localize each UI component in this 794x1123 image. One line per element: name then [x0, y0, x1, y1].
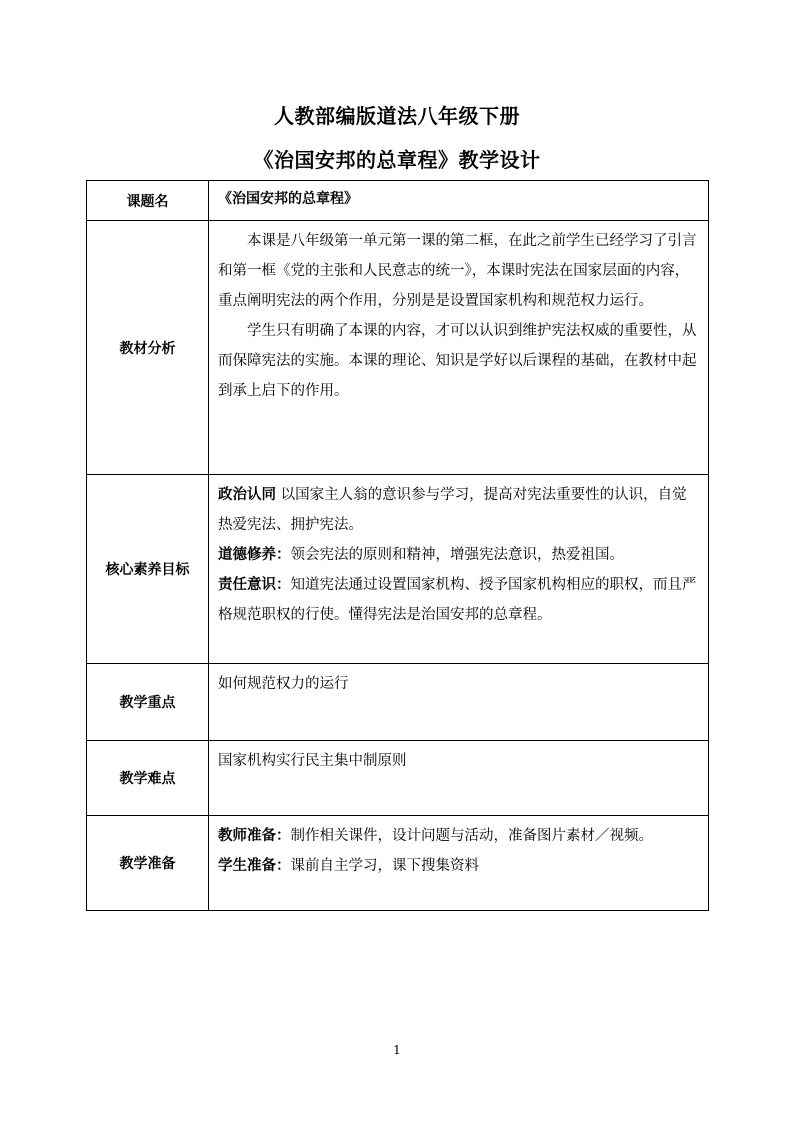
lesson-plan-table	[86, 180, 709, 911]
table-row-preparation	[87, 816, 709, 911]
difficulties-value: 国家机构实行民主集中制原则	[209, 741, 709, 816]
student-preparation-text: 课前自主学习，课下搜集资料	[290, 858, 479, 874]
document-title-line2: 《治国安邦的总章程》教学设计	[253, 148, 541, 172]
core-goal-moral-cultivation	[218, 540, 700, 570]
page-number: 1	[393, 1043, 401, 1057]
student-preparation	[218, 851, 700, 881]
core-goals-content	[209, 475, 709, 664]
material-analysis-paragraph-1: 本课是八年级第一单元第一课的第二框，在此之前学生已经学习了引言和第一框《党的主张和人民意志的统一》，本课时宪法在国家层面的内容，重点阐明宪法的两个作用，分别是是设置国家机构和规范权力运行。	[218, 233, 697, 309]
table-row-topic	[87, 181, 709, 221]
core-goals-label: 核心素养目标	[87, 475, 209, 664]
teacher-preparation-text: 制作相关课件，设计问题与活动，准备图片素材／视频。	[290, 828, 653, 844]
table-row-material-analysis	[87, 221, 709, 475]
material-analysis-paragraph-2: 学生只有明确了本课的内容，才可以认识到维护宪法权威的重要性，从而保障宪法的实施。本课的理论、知识是学好以后课程的基础，在教材中起到承上启下的作用。	[218, 323, 697, 399]
topic-label: 课题名	[87, 181, 209, 221]
core-goal-1-text: 以国家主人翁的意识参与学习，提高对宪法重要性的认识，自觉热爱宪法、拥护宪法。	[218, 487, 687, 533]
key-points-label: 教学重点	[87, 664, 209, 741]
core-goal-3-text: 知道宪法通过设置国家机构、授予国家机构相应的职权，而且严格规范职权的行使。懂得宪法是治国安邦的总章程。	[218, 577, 697, 623]
topic-value: 《治国安邦的总章程》	[209, 181, 709, 221]
teacher-preparation-label: 教师准备：	[218, 827, 291, 844]
table-row-key-points	[87, 664, 709, 741]
student-preparation-label: 学生准备：	[218, 857, 291, 874]
preparation-content	[209, 816, 709, 911]
material-analysis-content	[209, 221, 709, 475]
core-goal-2-text: 领会宪法的原则和精神，增强宪法意识，热爱祖国。	[290, 547, 624, 563]
key-points-value: 如何规范权力的运行	[209, 664, 709, 741]
core-goal-political-identity	[218, 480, 700, 540]
preparation-label: 教学准备	[87, 816, 209, 911]
core-goal-2-label: 道德修养：	[218, 546, 291, 563]
table-row-core-goals	[87, 475, 709, 664]
table-row-difficulties	[87, 741, 709, 816]
document-title-line1: 人教部编版道法八年级下册	[274, 104, 520, 128]
material-analysis-label: 教材分析	[87, 221, 209, 475]
core-goal-responsibility	[218, 570, 700, 630]
core-goal-3-label: 责任意识：	[218, 576, 291, 593]
teacher-preparation	[218, 821, 700, 851]
difficulties-label: 教学难点	[87, 741, 209, 816]
core-goal-1-label: 政治认同	[218, 486, 276, 503]
